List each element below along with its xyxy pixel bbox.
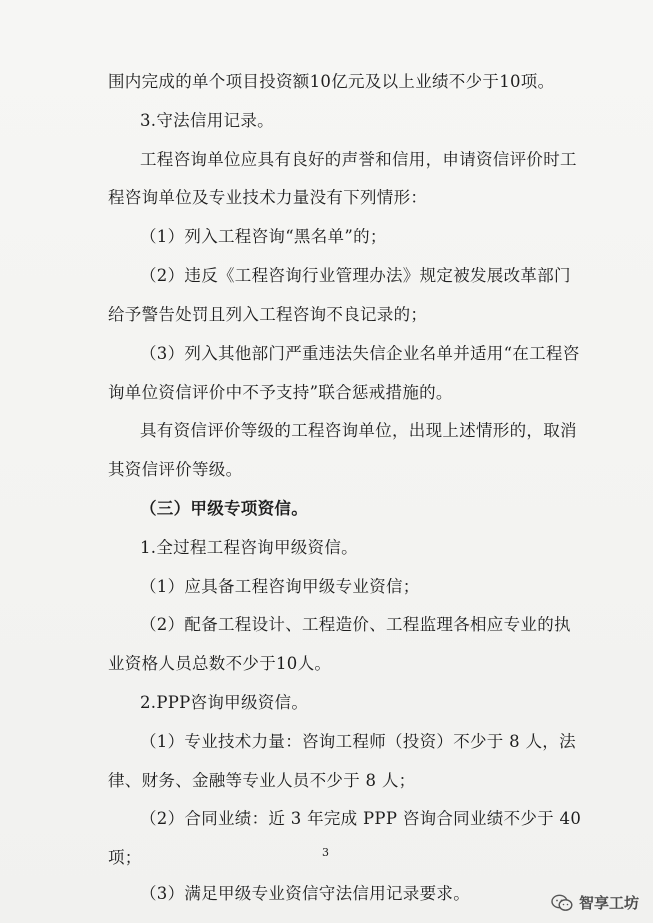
list-item: （1）列入工程咨询“黑名单”的； [140,227,387,246]
section-heading: 1.全过程工程咨询甲级资信。 [140,538,358,557]
list-item: （3）满足甲级专业资信守法信用记录要求。 [140,884,470,903]
list-item: （3）列入其他部门严重违法失信企业名单并适用“在工程咨 [140,344,580,363]
paragraph-line: 具有资信评价等级的工程咨询单位，出现上述情形的，取消 [140,421,577,440]
paragraph-line: 给予警告处罚且列入工程咨询不良记录的； [108,305,428,324]
section-heading-bold: （三）甲级专项资信。 [140,499,308,518]
page-number: 3 [322,846,329,859]
watermark-text: 智享工坊 [578,894,639,912]
section-heading: 3.守法信用记录。 [140,111,274,130]
list-item: （2）合同业绩：近 3 年完成 PPP 咨询合同业绩不少于 40 [140,809,582,828]
paragraph-line: 程咨询单位及专业技术力量没有下列情形： [108,188,428,207]
list-item: （2）配备工程设计、工程造价、工程监理各相应专业的执 [140,615,571,634]
list-item: （1）专业技术力量：咨询工程师（投资）不少于 8 人，法 [140,732,576,751]
paragraph-line: 询单位资信评价中不予支持”联合惩戒措施的。 [108,383,453,402]
list-item: （1）应具备工程咨询甲级专业资信； [140,577,420,596]
paragraph-line: 项； [108,848,142,867]
watermark [551,892,639,913]
paragraph-line: 其资信评价等级。 [108,460,243,479]
paragraph-line: 律、财务、金融等专业人员不少于 8 人； [108,771,416,790]
paragraph-line: 业资格人员总数不少于10人。 [108,654,332,673]
section-heading: 2.PPP咨询甲级资信。 [140,693,309,712]
list-item: （2）违反《工程咨询行业管理办法》规定被发展改革部门 [140,266,571,285]
paragraph-line: 工程咨询单位应具有良好的声誉和信用，申请资信评价时工 [140,150,577,169]
paragraph-line: 围内完成的单个项目投资额10亿元及以上业绩不少于10项。 [108,72,555,91]
wechat-icon [551,894,573,912]
